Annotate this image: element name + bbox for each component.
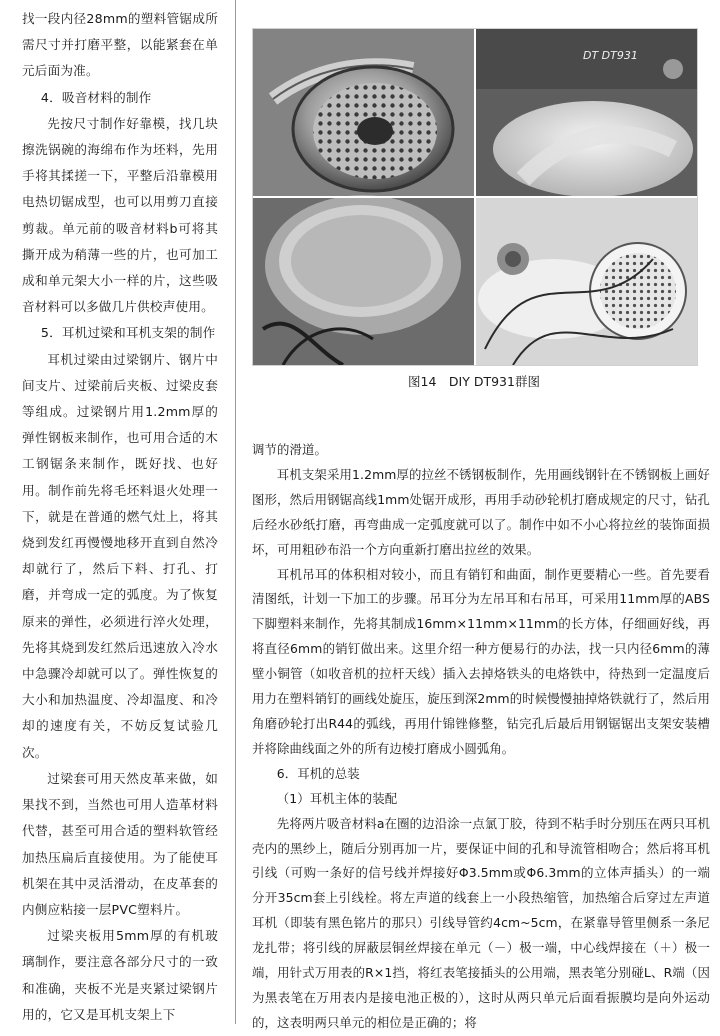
paragraph: 过梁套可用天然皮革来做，如果找不到，当然也可用人造革材料代替，甚至可用合适的塑料软管经加热压扁后直接使用。为了能使耳机架在其中灵活滑动，在皮革套的内侧应粘接一层PVC塑料片。	[22, 770, 218, 917]
figure-photo-collage	[252, 28, 698, 366]
paragraph: 耳机过梁由过梁钢片、钢片中间支片、过梁前后夹板、过梁皮套等组成。过梁钢片用1.2mm厚的弹性钢板来制作，也可用合适的木工钢锯条来制作，既好找、也好用。制作前先将毛坯料退火处理一下，就是在普通的燃气灶上，将其烧到发红再慢慢地移开直到自然冷却就行了，然后下料、打孔、打磨，并弯成一定的弧度。为了恢复原来的弹性，必须进行淬火处理，先将其烧到发红然后迅速放入冷水中急骤冷却就可以了。弹性恢复的大小和加热温度、冷却温度、和冷却的速度有关，不妨反复试验几次。	[22, 351, 218, 760]
paragraph: 耳机支架采用1.2mm厚的拉丝不锈钢板制作，先用画线钢针在不锈钢板上画好图形，然后用钢锯高线1mm处锯开成形，再用手动砂轮机打磨成规定的尺寸，钻孔后经水砂纸打磨，再弯曲成一定弧度就可以了。制作中如不小心将拉丝的装饰面损坏，可用粗砂布沿一个方向重新打磨出拉丝的效果。	[252, 466, 710, 557]
paragraph: 调节的滑道。	[252, 442, 327, 457]
paragraph: 过梁夹板用5mm厚的有机玻璃制作，要注意各部分尺寸的一致和准确，夹板不光是夹紧过梁钢片用的，它又是耳机支架上下	[22, 928, 218, 1022]
section-heading-6: 6．耳机的总装	[276, 765, 360, 781]
paragraph: 先将两片吸音材料a在圈的边沿涂一点氯丁胶，待到不粘手时分别压在两只耳机壳内的黑纱上，随后分别再加一片，要保证中间的孔和导流管相吻合；然后将耳机引线（可购一条好的信号线并焊接好Φ3.5mm或Φ6.3mm的立体声插头）的一端分开35cm套上引线栓。将左声道的线套上一小段热缩管，加热缩合后穿过左声道耳机（即装有黑色铭片的那只）引线导管约4cm~5cm，在紧靠导管里侧系一条尼龙扎带；将引线的屏蔽层铜丝焊接在单元（－）极一端，中心线焊接在（＋）极一端，用针式万用表的R×1挡，将红表笔接插头的公用端，黑表笔分别碰L、R端（因为黑表笔在万用表内是接电池正极的），这时从两只单元后面看振膜均是向外运动的，这表明两只单元的相位是正确的；将	[252, 815, 710, 1030]
photo-watermark: DT DT931	[583, 49, 638, 62]
right-column	[252, 438, 710, 1036]
column-divider	[235, 0, 236, 1024]
left-column	[22, 6, 218, 1028]
section-heading-4: 4．吸音材料的制作	[40, 89, 152, 105]
subsection-heading: （1）耳机主体的装配	[276, 790, 398, 806]
figure-caption: 图14 DIY DT931群图	[408, 374, 540, 389]
paragraph: 找一段内径28mm的塑料管锯成所需尺寸并打磨平整，以能紧套在单元后面为准。	[22, 11, 218, 79]
photo-collage-image	[253, 29, 697, 365]
paragraph: 先按尺寸制作好靠模，找几块擦洗锅碗的海绵布作为坯料，先用手将其揉搓一下，平整后沿靠模用电热切锯成型，也可以用剪刀直接剪裁。单元前的吸音材料b可将其撕开成为稍薄一些的片，也可加工成和单元架大小一样的片，这些吸音材料可以多做几片供校声使用。	[22, 115, 218, 315]
paragraph: 耳机吊耳的体积相对较小，而且有销钉和曲面，制作更要精心一些。首先要看清图纸，计划一下加工的步骤。吊耳分为左吊耳和右吊耳，可采用11mm厚的ABS下脚塑料来制作，先将其制成16mm×11mm×11mm的长方体，仔细画好线，再将直径6mm的销钉做出来。这里介绍一种方便易行的办法，找一只内径6mm的薄壁小铜管（如收音机的拉杆天线）插入去掉烙铁头的电烙铁中，待热到一定温度后用力在塑料销钉的画线处旋压，旋压到深2mm的时候慢慢抽掉烙铁就行了，然后用角磨砂轮打出R44的弧线，再用什锦锉修整，钻完孔后最后用钢锯锯出支架安装槽并将除曲线面之外的所有边棱打磨成小圆弧角。	[252, 566, 710, 756]
section-heading-5: 5．耳机过梁和耳机支架的制作	[40, 325, 216, 341]
